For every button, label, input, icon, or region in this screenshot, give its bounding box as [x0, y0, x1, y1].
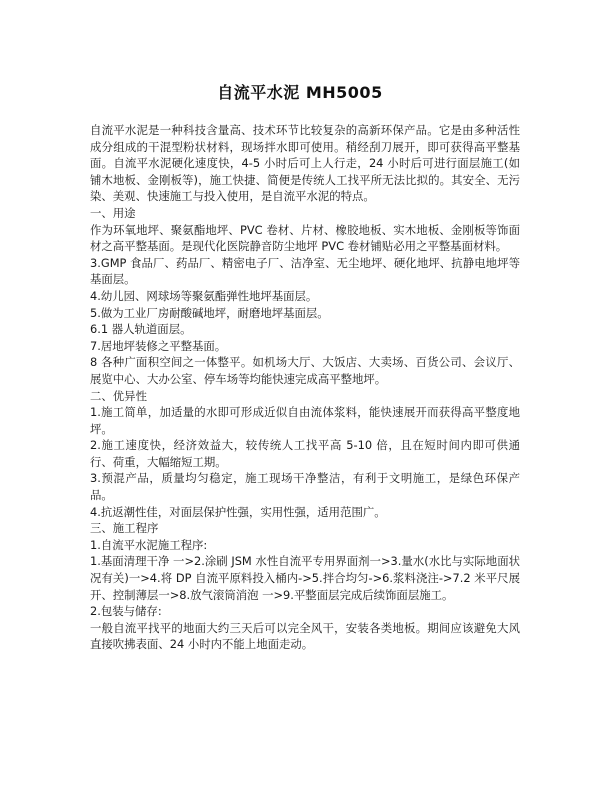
section-heading-advantages: 二、优异性 — [90, 388, 147, 403]
section-heading-procedure: 三、施工程序 — [90, 521, 159, 536]
uses-paragraph: 作为环氧地坪、聚氨酯地坪、PVC 卷材、片材、橡胶地板、实木地板、金刚板等饰面材之高平整基面。是现代化医院静音防尘地坪 PVC 卷材铺贴必用之平整基面材料。 — [90, 222, 520, 254]
document-body — [90, 122, 520, 653]
advantage-item-2: 2.施工速度快，经济效益大，较传统人工找平高 5-10 倍，且在短时间内即可供通行、荷重，大幅缩短工期。 — [90, 438, 520, 469]
uses-item-6: 6.1 器人轨道面层。 — [90, 322, 192, 337]
section-heading-uses: 一、用途 — [90, 205, 136, 220]
document-title: 自流平水泥 MH5005 — [217, 83, 383, 102]
uses-item-4: 4.幼儿园、网球场等聚氨酯弹性地坪基面层。 — [90, 288, 318, 303]
advantage-item-4: 4.抗返潮性佳，对面层保护性强，实用性强，适用范围广。 — [90, 504, 386, 519]
uses-item-8: 8 各种广面积空间之一体整平。如机场大厅、大饭店、大卖场、百货公司、会议厅、展览中心、大办公室、停车场等均能快速完成高平整地坪。 — [90, 355, 520, 386]
advantage-item-1: 1.施工简单，加适量的水即可形成近似自由流体浆料，能快速展开而获得高平整度地坪。 — [90, 405, 520, 436]
uses-item-5: 5.做为工业厂房耐酸碱地坪，耐磨地坪基面层。 — [90, 305, 329, 320]
intro-paragraph: 自流平水泥是一种科技含量高、技术环节比较复杂的高新环保产品。它是由多种活性成分组成的干混型粉状材料，现场拌水即可使用。稍经刮刀展开，即可获得高平整基面。自流平水泥硬化速度快，4-5 小时后可上人行走，24 小时后可进行面层施工(如铺木地板、金刚板等)，施工快捷、简便是传统人工找平所无法比拟的。其安全、无污染、美观、快速施工与投入使用，是自流平水泥的特点。 — [90, 123, 520, 204]
procedure-subheading: 1.自流平水泥施工程序: — [90, 537, 208, 552]
procedure-steps: 1.基面清理干净 一>2.涂刷 JSM 水性自流平专用界面剂一>3.量水(水比与实际地面状况有关)一>4.将 DP 自流平原料投入桶内->5.拌合均匀->6.浆料浇注->7.2 米平尺展开、控制薄层一>8.放气滚筒消泡 一>9.平整面层完成后续饰面层施工。 — [90, 554, 520, 602]
advantage-item-3: 3.预混产品，质量均匀稳定，施工现场干净整洁，有利于文明施工，是绿色环保产品。 — [90, 471, 520, 503]
uses-item-3: 3.GMP 食品厂、药品厂、精密电子厂、洁净室、无尘地坪、硬化地坪、抗静电地坪等基面层。 — [90, 255, 520, 287]
storage-paragraph: 一般自流平找平的地面大约三天后可以完全风干，安装各类地板。期间应该避免大风直接吹拂表面、24 小时内不能上地面走动。 — [90, 620, 520, 652]
storage-subheading: 2.包装与储存: — [90, 604, 162, 619]
uses-item-7: 7.居地坪装修之平整基面。 — [90, 338, 227, 353]
